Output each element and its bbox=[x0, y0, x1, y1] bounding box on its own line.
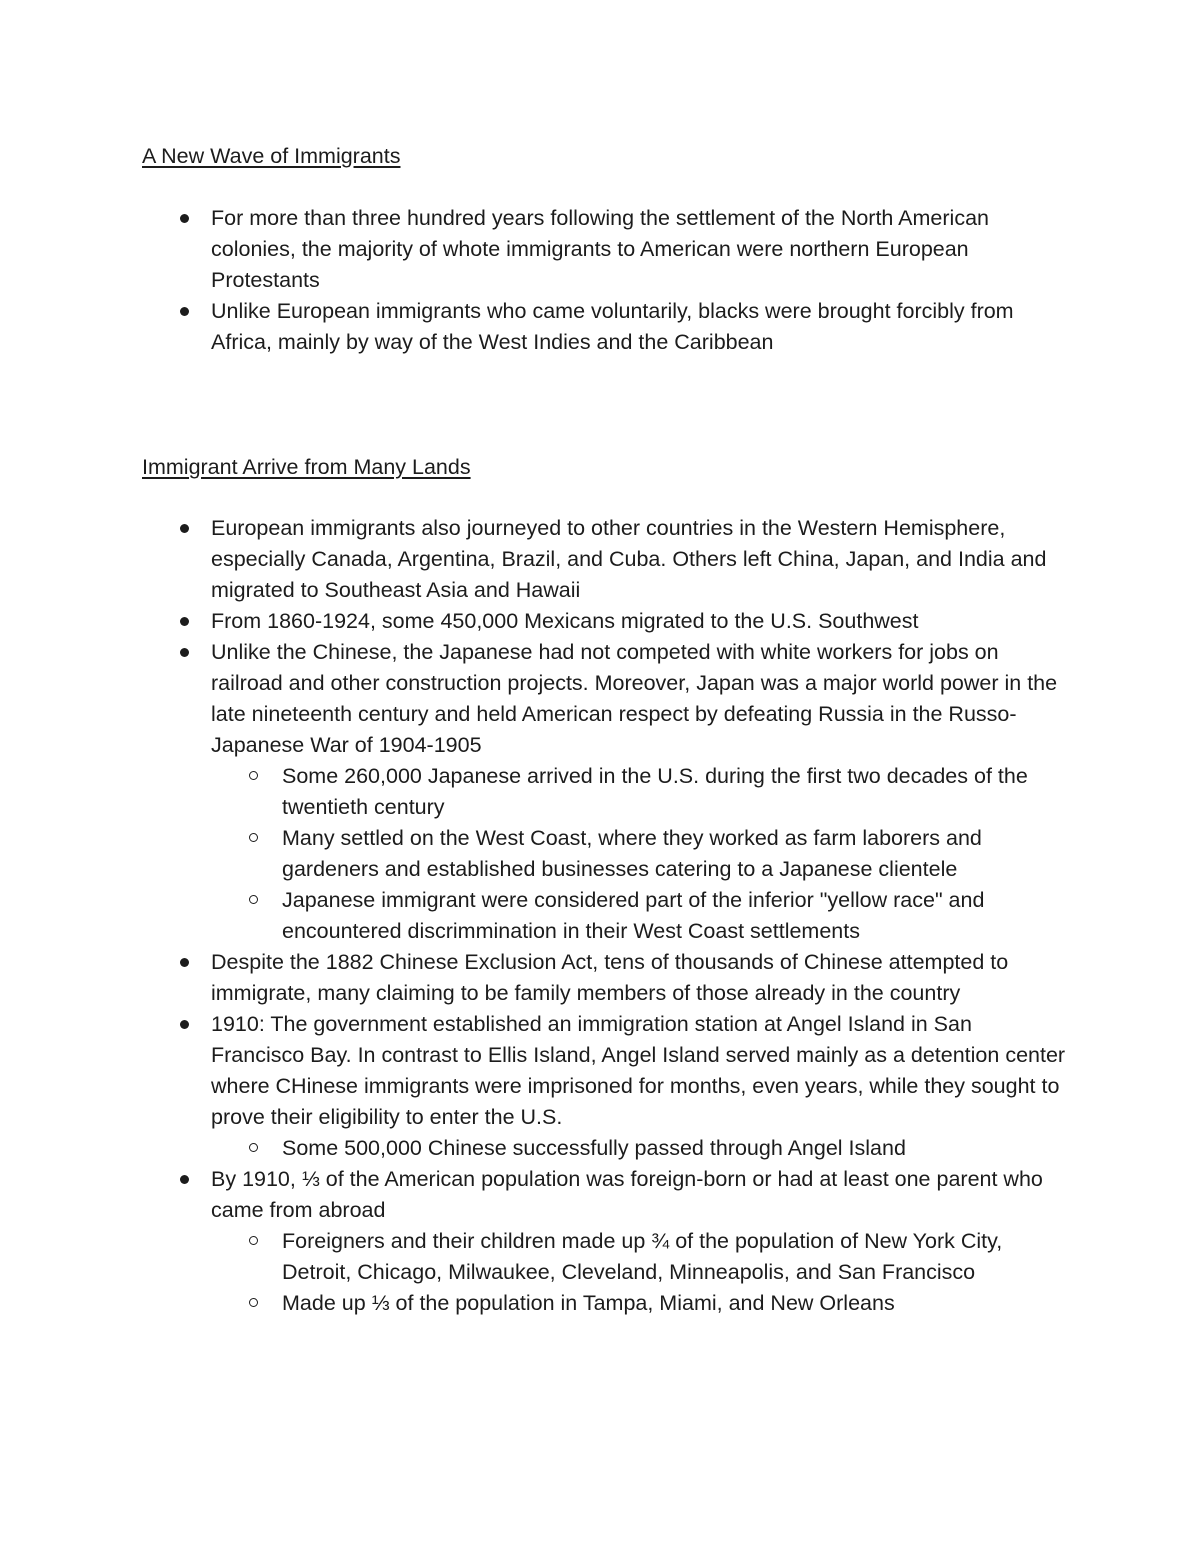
sub-list-item-text: Many settled on the West Coast, where they worked as farm laborers and gardeners and established businesses catering to a Japanese clientele bbox=[282, 826, 982, 881]
list-item-text: For more than three hundred years following the settlement of the North American colonies, the majority of whote immigrants to American were northern European Protestants bbox=[211, 206, 989, 292]
sub-list bbox=[282, 1133, 1071, 1164]
section-heading-new-wave: A New Wave of Immigrants bbox=[142, 144, 401, 168]
list-item-text: From 1860-1924, some 450,000 Mexicans migrated to the U.S. Southwest bbox=[211, 609, 919, 633]
bullet-icon bbox=[180, 214, 189, 223]
bullet-icon bbox=[180, 1020, 189, 1029]
bullet-icon bbox=[180, 958, 189, 967]
list-item-text: By 1910, ⅓ of the American population was foreign-born or had at least one parent who came from abroad bbox=[211, 1167, 1043, 1222]
bullet-icon bbox=[180, 648, 189, 657]
list-item bbox=[211, 296, 1071, 358]
list-item bbox=[211, 1164, 1071, 1319]
section-heading-many-lands: Immigrant Arrive from Many Lands bbox=[142, 455, 471, 479]
sub-list bbox=[282, 1226, 1071, 1319]
bullet-list-many-lands bbox=[211, 513, 1071, 1319]
sub-list-item bbox=[282, 1288, 1071, 1319]
bullet-list-new-wave bbox=[211, 203, 1071, 358]
sub-list-item-text: Japanese immigrant were considered part of the inferior "yellow race" and encountered discrimmination in their West Coast settlements bbox=[282, 888, 985, 943]
sub-list-item-text: Some 260,000 Japanese arrived in the U.S. during the first two decades of the twentieth century bbox=[282, 764, 1028, 819]
list-item bbox=[211, 606, 1071, 637]
sub-list bbox=[282, 761, 1071, 947]
bullet-icon bbox=[180, 1175, 189, 1184]
list-item-text: Unlike the Chinese, the Japanese had not competed with white workers for jobs on railroad and other construction projects. Moreover, Japan was a major world power in the late nineteenth century and held American respect by defeating Russia in the Russo-Japanese War of 1904-1905 bbox=[211, 640, 1058, 757]
list-item bbox=[211, 1009, 1071, 1164]
hollow-bullet-icon bbox=[249, 895, 258, 904]
list-item-text: 1910: The government established an immigration station at Angel Island in San Francisco Bay. In contrast to Ellis Island, Angel Island served mainly as a detention center where CHinese immigrants were imprisoned for months, even years, while they sought to prove their eligibility to enter the U.S. bbox=[211, 1012, 1066, 1129]
sub-list-item bbox=[282, 823, 1071, 885]
list-item-text: Unlike European immigrants who came voluntarily, blacks were brought forcibly from Africa, mainly by way of the West Indies and the Caribbean bbox=[211, 299, 1014, 354]
list-item bbox=[211, 637, 1071, 947]
sub-list-item bbox=[282, 761, 1071, 823]
bullet-icon bbox=[180, 617, 189, 626]
sub-list-item-text: Made up ⅓ of the population in Tampa, Miami, and New Orleans bbox=[282, 1291, 895, 1315]
sub-list-item bbox=[282, 1226, 1071, 1288]
bullet-icon bbox=[180, 524, 189, 533]
sub-list-item-text: Some 500,000 Chinese successfully passed through Angel Island bbox=[282, 1136, 906, 1160]
hollow-bullet-icon bbox=[249, 771, 258, 780]
sub-list-item bbox=[282, 1133, 1071, 1164]
sub-list-item bbox=[282, 885, 1071, 947]
hollow-bullet-icon bbox=[249, 833, 258, 842]
hollow-bullet-icon bbox=[249, 1143, 258, 1152]
list-item bbox=[211, 203, 1071, 296]
list-item-text: European immigrants also journeyed to other countries in the Western Hemisphere, especially Canada, Argentina, Brazil, and Cuba. Others left China, Japan, and India and migrated to Southeast Asia and Hawaii bbox=[211, 516, 1047, 602]
list-item bbox=[211, 947, 1071, 1009]
hollow-bullet-icon bbox=[249, 1298, 258, 1307]
hollow-bullet-icon bbox=[249, 1236, 258, 1245]
sub-list-item-text: Foreigners and their children made up ¾ of the population of New York City, Detroit, Chicago, Milwaukee, Cleveland, Minneapolis, and San Francisco bbox=[282, 1229, 1003, 1284]
bullet-icon bbox=[180, 307, 189, 316]
list-item-text: Despite the 1882 Chinese Exclusion Act, tens of thousands of Chinese attempted to immigrate, many claiming to be family members of those already in the country bbox=[211, 950, 1009, 1005]
list-item bbox=[211, 513, 1071, 606]
